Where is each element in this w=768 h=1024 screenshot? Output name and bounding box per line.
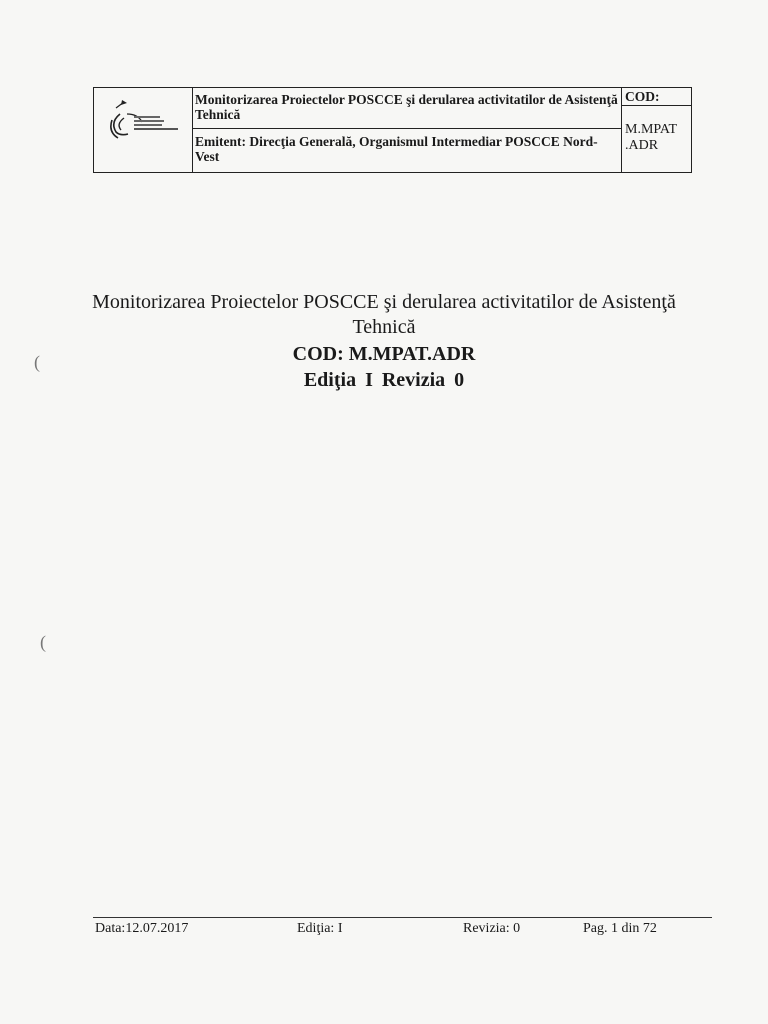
footer-divider	[93, 917, 712, 918]
document-code: COD: M.MPAT.ADR	[292, 343, 476, 365]
document-edition: Ediţia I Revizia 0	[303, 369, 465, 391]
scan-artifact: (	[34, 352, 40, 372]
scan-artifact: (	[40, 632, 46, 652]
agency-logo-icon	[94, 88, 192, 172]
header-emitent: Emitent: Direcţia Generală, Organismul Intermediar POSCCE Nord-Vest	[195, 134, 598, 164]
header-title: Monitorizarea Proiectelor POSCCE şi derularea activitatilor de Asistenţă Tehnică	[193, 88, 621, 129]
document-title: Monitorizarea Proiectelor POSCCE şi derularea activitatilor de Asistenţă Tehnică	[92, 291, 676, 338]
footer-date: Data:12.07.2017	[95, 921, 189, 936]
header-table	[93, 87, 692, 173]
footer-edition: Ediţia: I	[297, 921, 343, 936]
header-code-value: M.MPAT .ADR	[621, 106, 691, 172]
logo-cell	[94, 88, 193, 172]
footer-revision: Revizia: 0	[463, 921, 521, 936]
header-code-label: COD:	[621, 88, 691, 106]
footer-page: Pag. 1 din 72	[583, 921, 657, 936]
